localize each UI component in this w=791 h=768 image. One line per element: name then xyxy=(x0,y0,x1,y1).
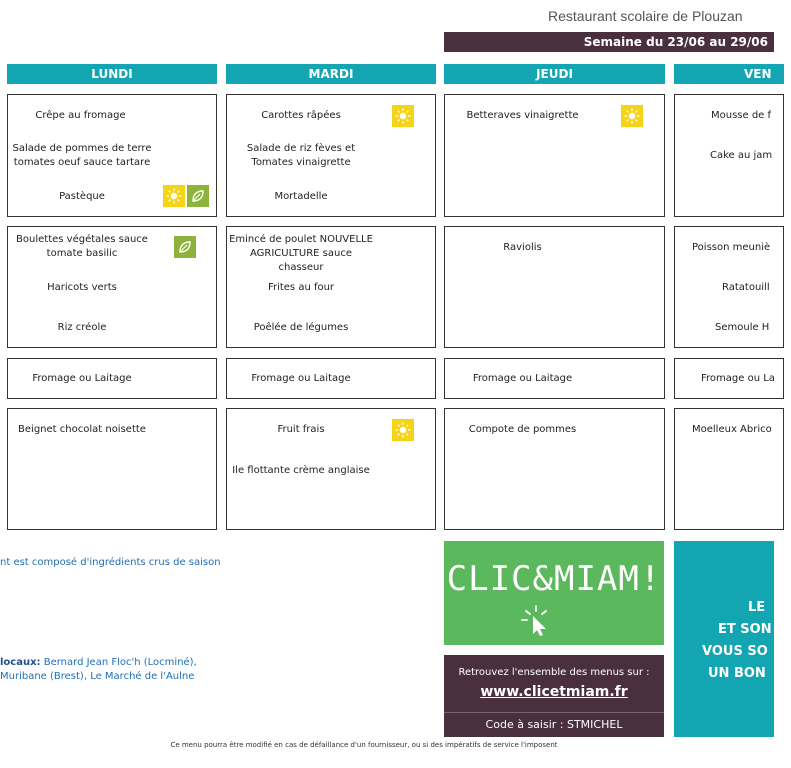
promo-teal-box xyxy=(674,541,774,737)
day-header-lundi: LUNDI xyxy=(7,64,217,84)
day-header-jeudi: JEUDI xyxy=(444,64,665,84)
menu-item: Salade de riz fèves et Tomates vinaigrette xyxy=(246,143,356,168)
sun-icon xyxy=(392,419,414,441)
sun-icon xyxy=(163,185,185,207)
day-header-mardi: MARDI xyxy=(226,64,436,84)
promo-line: LE xyxy=(748,600,766,615)
footer-disclaimer: Ce menu pourra être modifié en cas de défaillance d'un fournisseur, ou si des impératifs de service l'imposent xyxy=(170,741,558,749)
menu-item: Poêlée de légumes xyxy=(253,322,349,333)
menu-item: Pastèque xyxy=(59,191,105,202)
menu-item: Semoule H xyxy=(715,322,770,333)
local-line1: Bernard Jean Floc'h (Locminé), xyxy=(40,657,197,668)
lundi-plat-box xyxy=(7,226,217,348)
clicetmiam-info-box xyxy=(444,655,664,737)
vendredi-laitage-box xyxy=(674,358,784,399)
promo-line: UN BON xyxy=(708,666,766,681)
menu-item: Riz créole xyxy=(57,322,107,333)
menu-item: Salade de pommes de terre tomates oeuf sauce tartare xyxy=(12,143,152,168)
menu-item: Cake au jam xyxy=(710,150,773,161)
jeudi-laitage-box xyxy=(444,358,665,399)
leaf-icon xyxy=(174,236,196,258)
sun-icon xyxy=(392,105,414,127)
menu-item: Betteraves vinaigrette xyxy=(466,110,579,121)
mardi-laitage-box xyxy=(226,358,436,399)
menu-item: Fruit frais xyxy=(277,424,325,435)
menu-item: Ratatouill xyxy=(722,282,770,293)
menu-item: Poisson meuniè xyxy=(692,242,771,253)
mardi-entree-box xyxy=(226,94,436,217)
lundi-laitage-box xyxy=(7,358,217,399)
restaurant-title: Restaurant scolaire de Plouzan xyxy=(548,8,743,24)
promo-line: ET SON xyxy=(718,622,772,637)
menu-item: Crêpe au fromage xyxy=(35,110,126,121)
lundi-dessert-box xyxy=(7,408,217,530)
jeudi-plat-box xyxy=(444,226,665,348)
divider xyxy=(444,712,664,713)
local-line2: Muribane (Brest), Le Marché de l'Aulne xyxy=(0,671,195,682)
lundi-entree-box xyxy=(7,94,217,217)
local-producers-note xyxy=(0,656,197,670)
menu-item: Beignet chocolat noisette xyxy=(18,424,146,435)
leaf-icon xyxy=(187,185,209,207)
mardi-plat-box xyxy=(226,226,436,348)
clicetmiam-logo-box xyxy=(444,541,664,645)
menu-item: Haricots verts xyxy=(47,282,117,293)
find-menus-text: Retrouvez l'ensemble des menus sur : xyxy=(458,667,650,678)
promo-text xyxy=(674,597,774,685)
clicetmiam-logo-text: CLIC&MIAM! xyxy=(446,559,662,599)
menu-item: Mortadelle xyxy=(274,191,328,202)
season-note: nt est composé d'ingrédients crus de saison xyxy=(0,557,221,568)
menu-item: Frites au four xyxy=(267,282,335,293)
menu-item: Mousse de f xyxy=(711,110,772,121)
vendredi-entree-box xyxy=(674,94,784,217)
menu-item: Fromage ou Laitage xyxy=(32,373,132,384)
cursor-click-icon xyxy=(516,603,560,641)
sun-icon xyxy=(621,105,643,127)
menu-item: Fromage ou Laitage xyxy=(251,373,351,384)
menu-item: Raviolis xyxy=(503,242,542,253)
week-banner: Semaine du 23/06 au 29/06 xyxy=(444,32,774,52)
menu-item: Boulettes végétales sauce tomate basilic xyxy=(16,234,148,259)
day-header-vendredi: VEN xyxy=(674,64,784,84)
menu-item: Emincé de poulet NOUVELLE AGRICULTURE sauce chasseur xyxy=(229,234,373,273)
menu-item: Ile flottante crème anglaise xyxy=(232,465,370,476)
vendredi-dessert-box xyxy=(674,408,784,530)
mardi-dessert-box xyxy=(226,408,436,530)
menu-item: Moelleux Abrico xyxy=(692,424,772,435)
vendredi-plat-box xyxy=(674,226,784,348)
jeudi-dessert-box xyxy=(444,408,665,530)
menu-item: Carottes râpées xyxy=(261,110,341,121)
menu-item: Fromage ou La xyxy=(701,373,775,384)
menu-item: Fromage ou Laitage xyxy=(472,373,573,384)
access-code-text: Code à saisir : STMICHEL xyxy=(485,718,623,731)
local-label: locaux: xyxy=(0,657,41,668)
promo-line: VOUS SO xyxy=(702,644,768,659)
clicetmiam-url-link[interactable]: www.clicetmiam.fr xyxy=(480,684,628,700)
menu-item: Compote de pommes xyxy=(468,424,577,435)
jeudi-entree-box xyxy=(444,94,665,217)
